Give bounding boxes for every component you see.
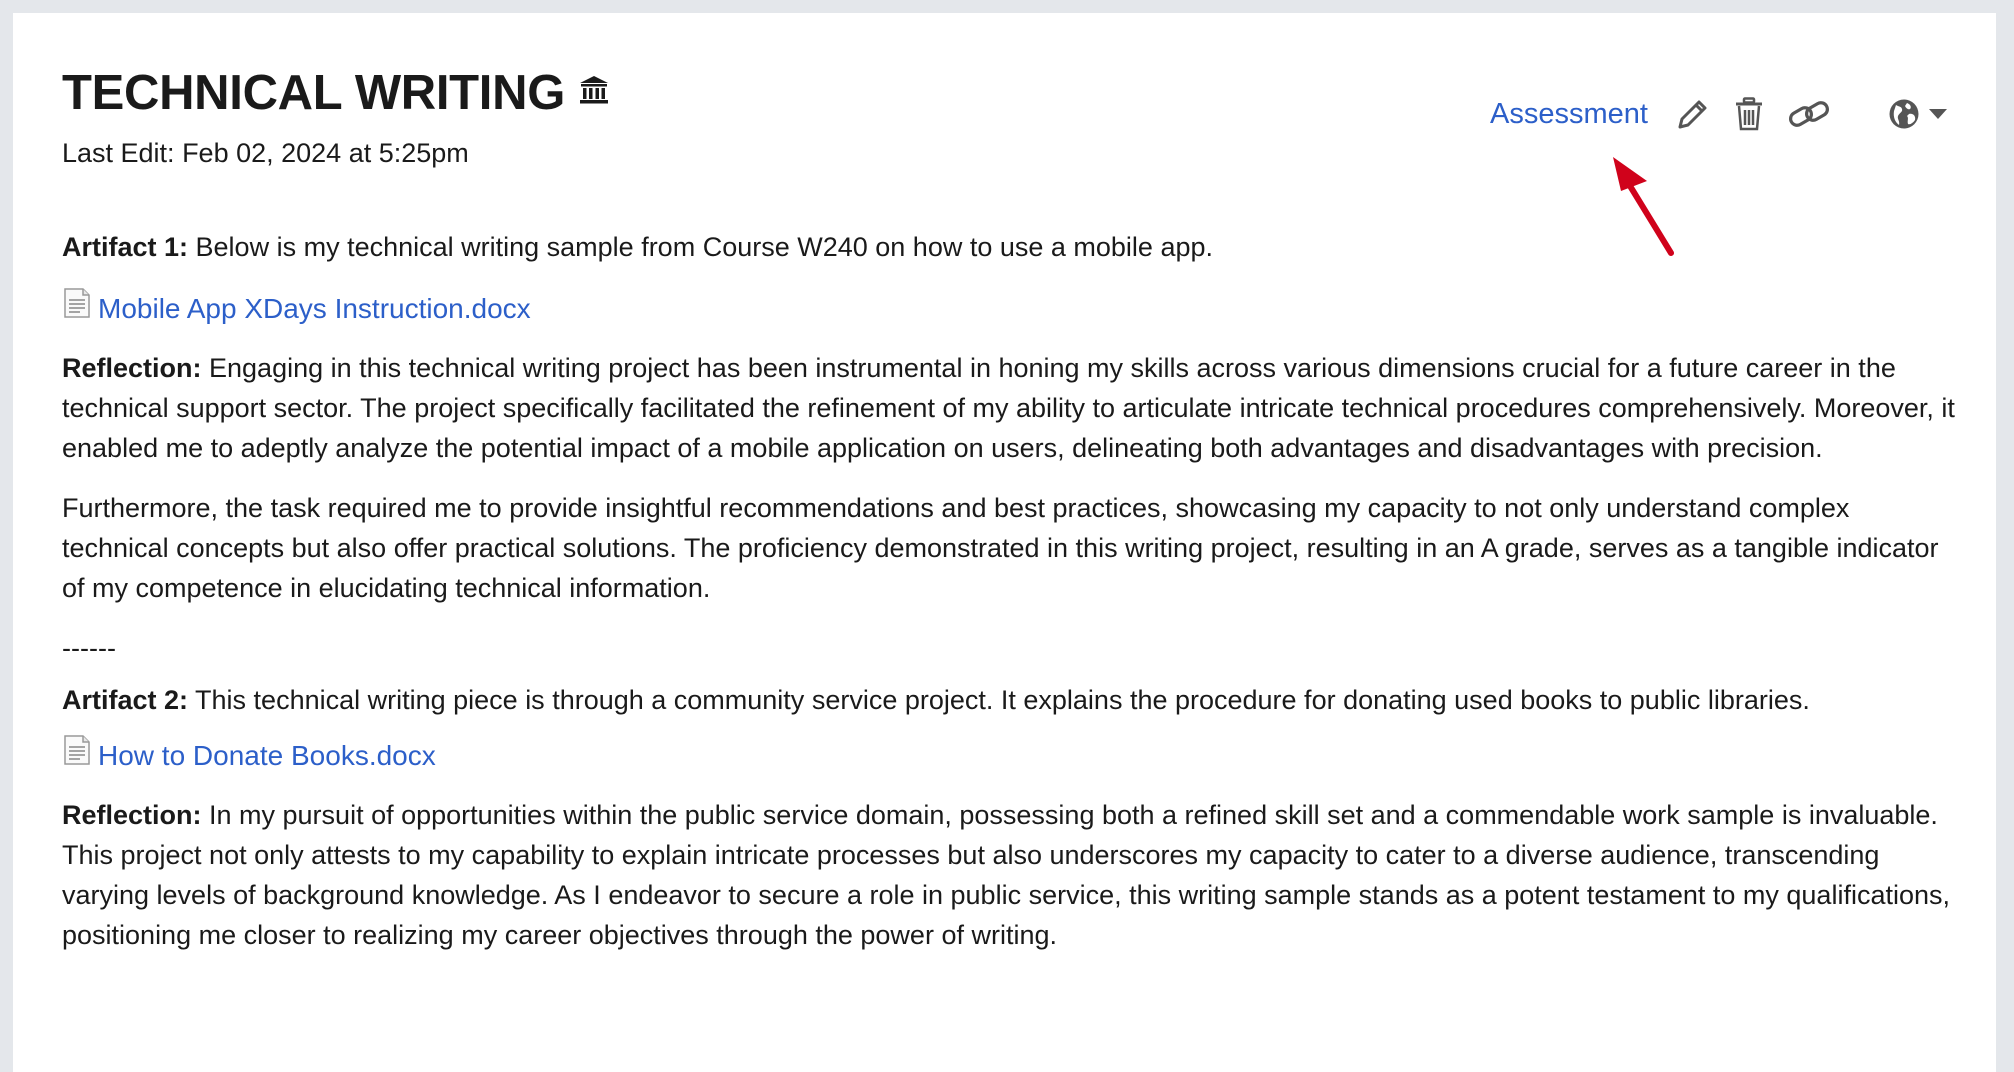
section-divider: ------ [62,633,116,663]
artifact-card [13,13,1996,1072]
artifact-2-heading: Artifact 2: [62,685,189,715]
artifact-2-reflection-label: Reflection: [62,800,202,830]
artifact-1-heading: Artifact 1: [62,232,189,262]
document-icon [62,734,92,777]
institution-icon [579,63,609,117]
artifact-2-reflection-text: In my pursuit of opportunities within the public service domain, possessing both a refined skill set and a commendable work sample is invaluable. This project not only attests to my capability to explain intricate processes but also underscores my capacity to cater to a diverse audience, transcending varying levels of background knowledge. As I endeavor to secure a role in public service, this writing sample stands as a potent testament to my qualifications, positioning me closer to realizing my career objectives through the power of writing. [62,800,1950,950]
artifact-1-reflection-label: Reflection: [62,353,202,383]
globe-icon[interactable] [1888,98,1920,130]
artifact-2-description [62,684,1962,716]
pencil-icon[interactable] [1676,97,1710,131]
attachment-1-link[interactable]: Mobile App XDays Instruction.docx [98,292,531,324]
artifact-2-reflection [62,795,1962,955]
artifact-1-text: Below is my technical writing sample from Course W240 on how to use a mobile app. [188,232,1213,262]
caret-down-icon[interactable] [1928,108,1948,120]
toolbar [1490,91,1948,137]
attachment-1 [62,287,1962,330]
trash-icon[interactable] [1734,97,1764,131]
attachment-2-link[interactable]: How to Donate Books.docx [98,739,436,771]
artifact-1-description [62,227,1962,267]
artifact-1-reflection-text: Engaging in this technical writing project has been instrumental in honing my skills across various dimensions crucial for a future career in the technical support sector. The project specifically facilitated the refinement of my ability to articulate intricate technical procedures comprehensively. Moreover, it enabled me to adeptly analyze the potential impact of a mobile application on users, delineating both advantages and disadvantages with precision. [62,353,1955,463]
link-icon[interactable] [1788,98,1830,130]
artifact-1-reflection-continued: Furthermore, the task required me to provide insightful recommendations and best practices, showcasing my capacity to not only understand complex technical concepts but also offer practical solutions. The proficiency demonstrated in this writing project, resulting in an A grade, serves as a tangible indicator of my competence in elucidating technical information. [62,493,1939,603]
document-icon [62,287,92,330]
attachment-2 [62,734,1962,777]
artifact-2-text: This technical writing piece is through a community service project. It explains the procedure for donating used books to public libraries. [188,685,1810,715]
artifact-content [62,227,1962,975]
artifact-1-reflection [62,348,1962,468]
assessment-link[interactable]: Assessment [1490,97,1648,130]
page-title [62,63,609,121]
page-title-text: TECHNICAL WRITING [62,66,566,120]
last-edit-timestamp: Last Edit: Feb 02, 2024 at 5:25pm [62,138,469,168]
